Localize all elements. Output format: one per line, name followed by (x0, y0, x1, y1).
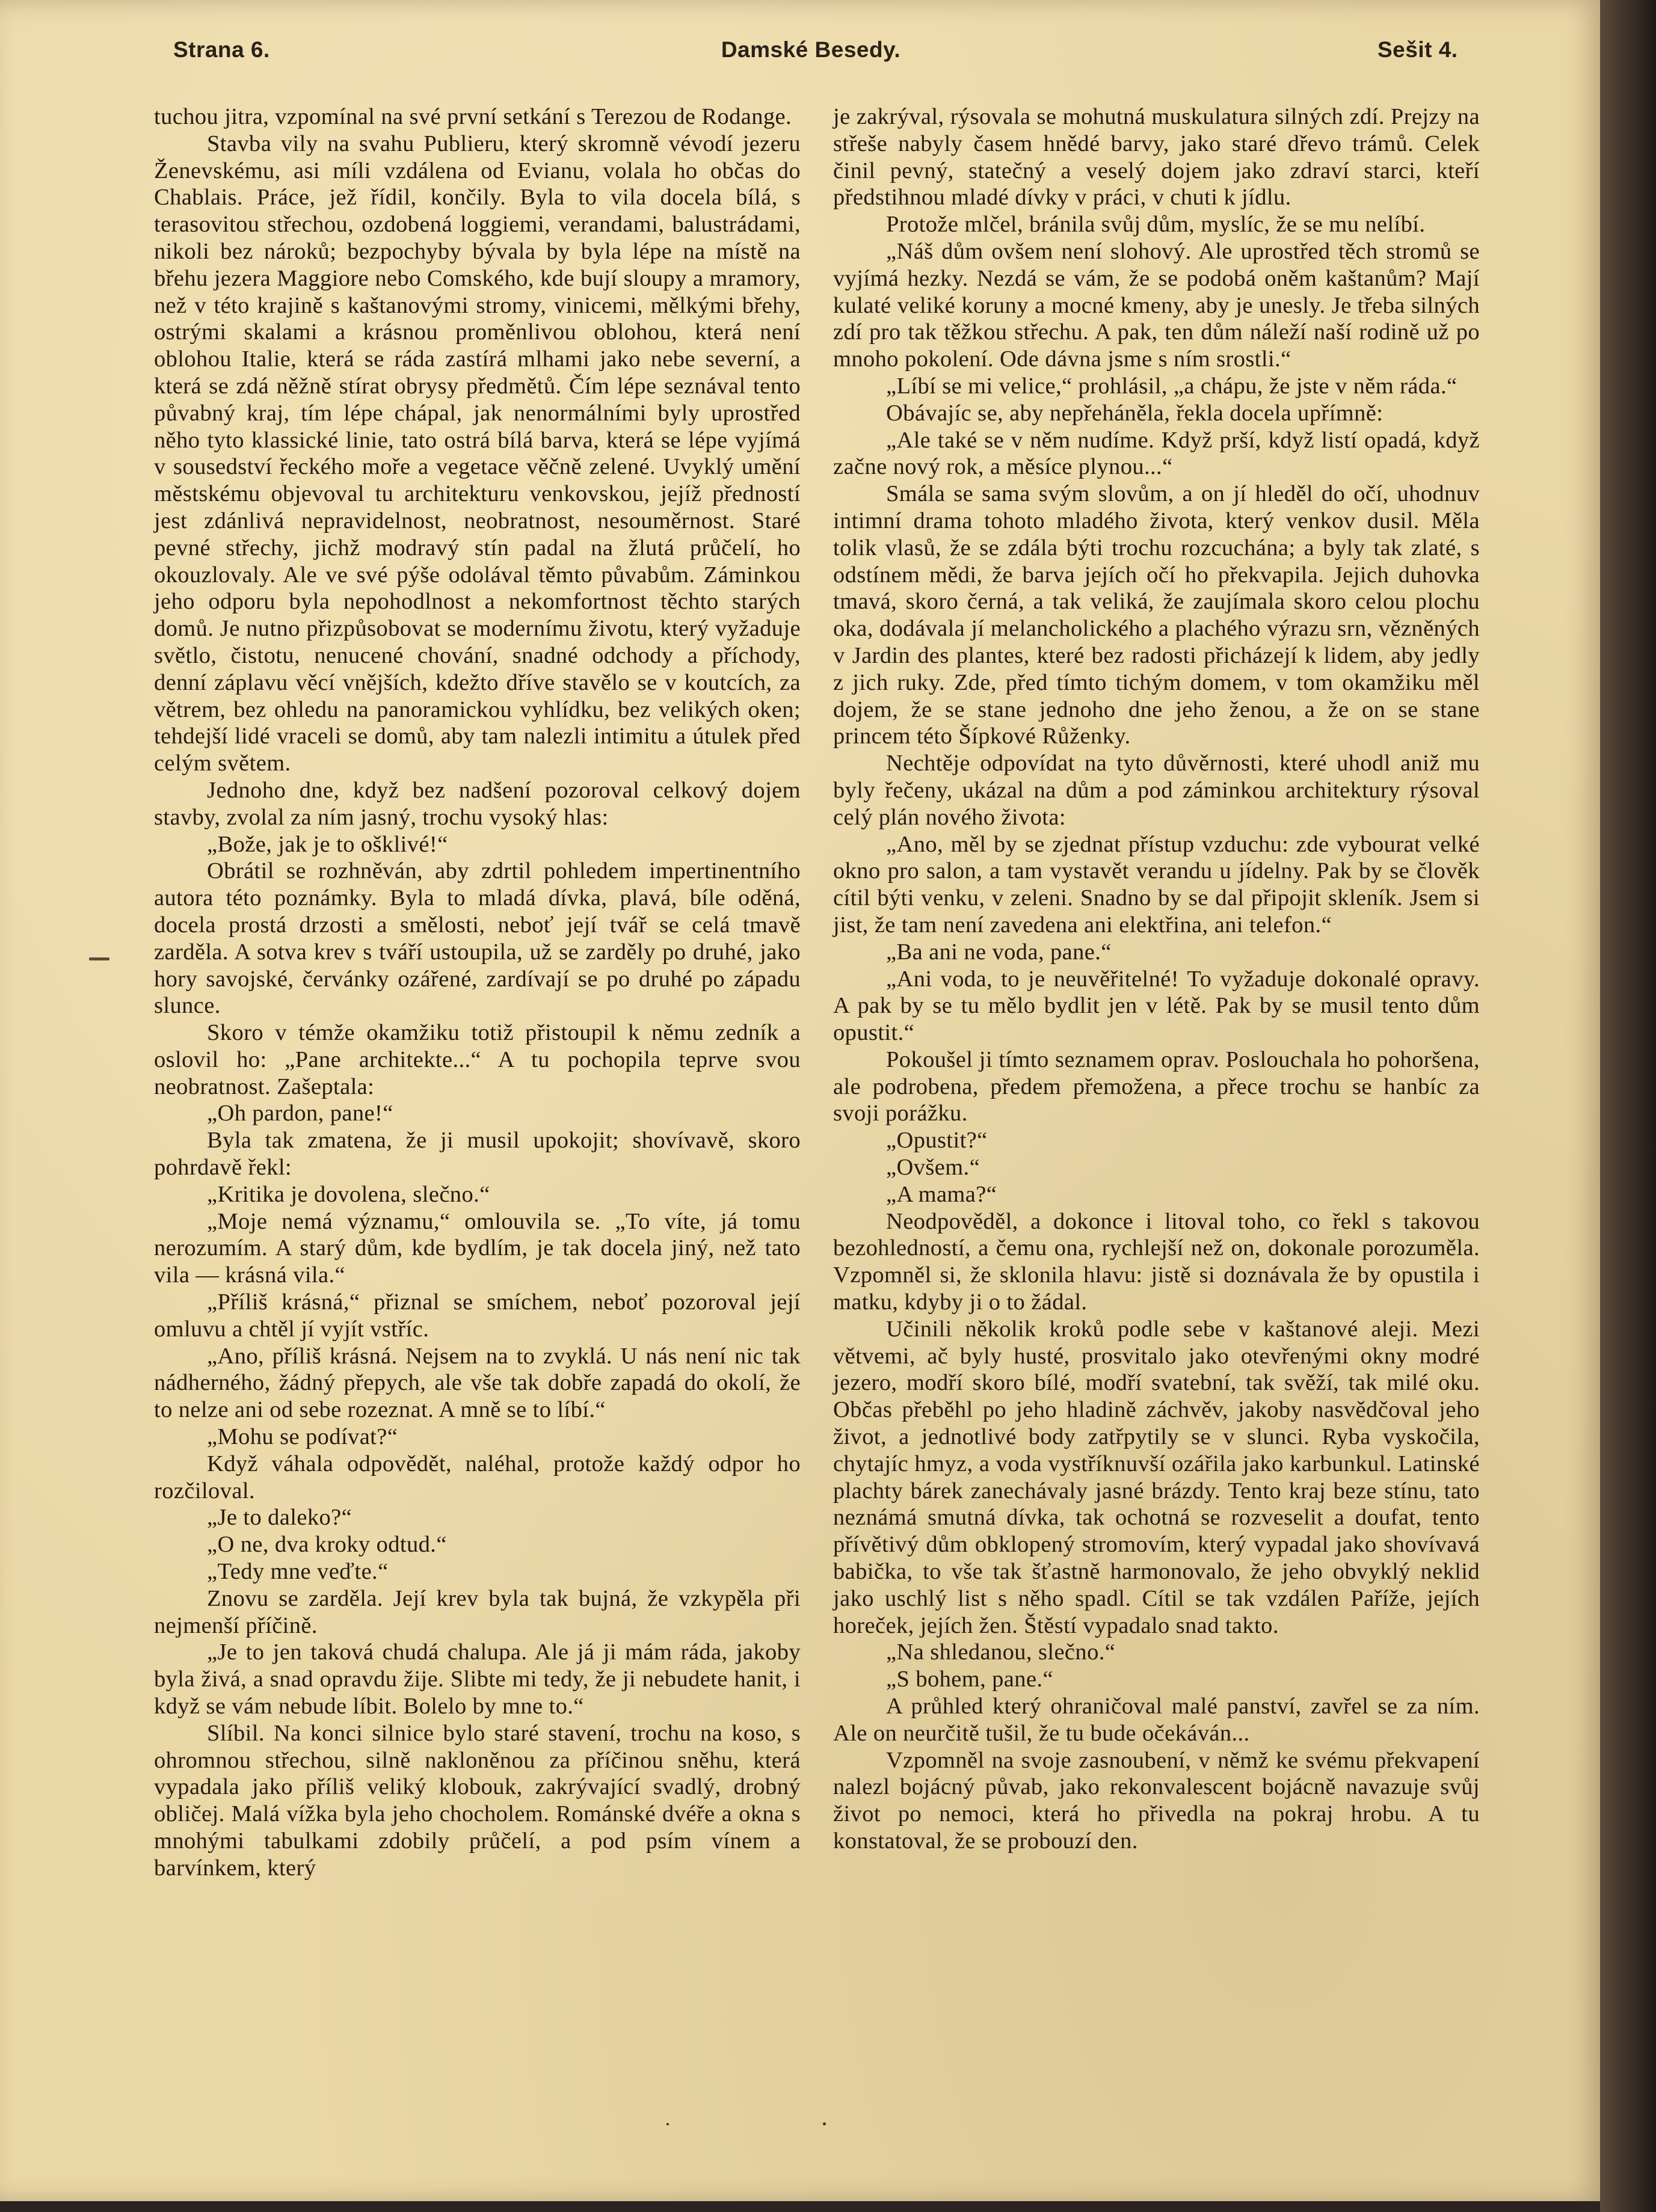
paragraph: „Ano, měl by se zjednat přístup vzduchu: zde vybourat velké okno pro salon, a tam vystavět verandu u jídelny. Pak by se člověk cítil býti venku, v zeleni. Snadno by se dal připojit skleník. Jsem si jist, že tam není zavedena ani elektřina, ani telefon.“ (833, 831, 1480, 938)
paragraph: „Je to daleko?“ (207, 1505, 352, 1531)
magazine-title-header: Damské Besedy. (721, 37, 901, 62)
paragraph: „Tedy mne veďte.“ (207, 1559, 389, 1585)
text-column-right (833, 103, 1480, 1855)
paragraph: Obávajíc se, aby nepřeháněla, řekla docela upřímně: (886, 400, 1384, 426)
paragraph: „Ovšem.“ (886, 1155, 980, 1181)
paragraph: „Bože, jak je to ošklivé!“ (207, 831, 448, 857)
paragraph: „Příliš krásná,“ přiznal se smíchem, neboť pozoroval její omluvu a chtěl jí vyjít vstříc. (154, 1289, 801, 1342)
paragraph: Učinili několik kroků podle sebe v kaštanové aleji. Mezi větvemi, ač byly husté, prosvitalo jako otevřenými okny modré jezero, modří skoro bílé, modří svatební, tak svěží, tak milé oku. Občas přeběhl po jeho hladině záchvěv, jakoby nasvědčoval jeho život, a jednotlivé body zatřpytily se v slunci. Ryba vyskočila, chytajíc hmyz, a voda vystříknuvší ozářila jako karbunkul. Latinské plachty bárek zanechávaly jasné brázdy. Tento kraj beze stínu, tato neznámá smutná dívka, tak ochotná se rozveselit a doufat, tento přívětivý dům obklopený stromovím, který vypadal jako shovívavá babička, to vše tak šťastně harmonovalo, že jeho obvyklý neklid jako uschlý list s něho spadl. Cítil se tak vzdálen Paříže, jejích horeček, jejích žen. Štěstí vypadalo snad takto. (833, 1316, 1480, 1638)
paragraph: „Oh pardon, pane!“ (207, 1101, 393, 1126)
paragraph: Skoro v témže okamžiku totiž přistoupil k němu zedník a oslovil ho: „Pane architekte...“ A tu pochopila teprve svou neobratnost. Zašeptala: (154, 1020, 801, 1099)
paragraph: Jednoho dne, když bez nadšení pozoroval celkový dojem stavby, zvolal za ním jasný, trochu vysoký hlas: (154, 777, 801, 830)
paragraph: „Líbí se mi velice,“ prohlásil, „a chápu, že jste v něm ráda.“ (886, 373, 1457, 399)
paragraph: Stavba vily na svahu Publieru, který skromně vévodí jezeru Ženevskému, asi míli vzdálena od Evianu, volala ho občas do Chablais. Práce, jež řídil, končily. Byla to vila docela bílá, s terasovitou střechou, ozdobená loggiemi, verandami, balustrádami, nikoli bez nároků; bezpochyby bývala by byla lépe na místě na břehu jezera Maggiore nebo Comského, kde bují sloupy a mramory, než v této krajině s kaštanovými stromy, vinicemi, mělkými břehy, ostrými skalami a krásnou proměnlivou oblohou, která není oblohou Italie, která se ráda zastírá mlhami jako nebe severní, a která se zdá něžně stírat obrysy předmětů. Čím lépe seznával tento půvabný kraj, tím lépe chápal, jak nenormálními byly uprostřed něho tyto klassické linie, tato ostrá bílá barva, která se lépe vyjímá v sousedství řeckého moře a vegetace věčně zelené. Uvyklý umění městskému objevoval tu architekturu venkovskou, jejíž předností jest zdánlivá nepravidelnost, neobratnost, nesouměrnost. Staré pevné střechy, jichž modravý stín padal na žlutá průčelí, ho okouzlovaly. Ale ve své pýše odolával těmto půvabům. Záminkou jeho odporu byla nepohodlnost a nekomfortnost těchto starých domů. Je nutno přizpůsobovat se modernímu životu, který vyžaduje světlo, čistotu, nenucené chování, snadné odchody a příchody, denní záplavu věcí vnějších, kdežto dříve stavělo se v koutcích, za větrem, bez ohledu na panoramickou vyhlídku, bez velikých oken; tehdejší lidé vraceli se domů, aby tam nalezli intimitu a útulek před celým světem. (154, 131, 801, 776)
paragraph: „Opustit?“ (886, 1128, 988, 1154)
paragraph: Vzpomněl na svoje zasnoubení, v němž ke svému překvapení nalezl bojácný půvab, jako rekonvalescent bojácně navazuje svůj život po nemoci, která ho přivedla na pokraj hrobu. A tu konstatoval, že se probouzí den. (833, 1747, 1480, 1854)
paragraph: Byla tak zmatena, že ji musil upokojit; shovívavě, skoro pohrdavě řekl: (154, 1128, 801, 1181)
paragraph: „Ano, příliš krásná. Nejsem na to zvyklá. U nás není nic tak nádherného, žádný přepych, ale vše tak dobře zapadá do okolí, že to nelze ani od sebe rozeznat. A mně se to líbí.“ (154, 1343, 801, 1423)
paragraph: Protože mlčel, bránila svůj dům, myslíc, že se mu nelíbí. (886, 212, 1426, 238)
paragraph: Znovu se zarděla. Její krev byla tak bujná, že vzkypěla při nejmenší příčině. (154, 1585, 801, 1638)
paragraph: Slíbil. Na konci silnice bylo staré stavení, trochu na koso, s ohromnou střechou, silně nakloněnou za příčinou sněhu, která vypadala jako příliš veliký klobouk, zakrývající svadlý, drobný obličej. Malá vížka byla jeho chocholem. Románské dvéře a okna s mnohými tabulkami zdobily průčelí, a pod psím vínem a barvínkem, který (154, 1720, 801, 1881)
paragraph: Pokoušel ji tímto seznamem oprav. Poslouchala ho pohoršena, ale podrobena, předem přemožena, a přece trochu se hanbíc za svoji porážku. (833, 1046, 1480, 1126)
page-number-header: Strana 6. (173, 37, 270, 62)
paragraph: „Na shledanou, slečno.“ (886, 1639, 1116, 1665)
paragraph: „O ne, dva kroky odtud.“ (207, 1532, 447, 1558)
issue-number-header: Sešit 4. (1377, 37, 1458, 62)
paragraph: „Kritika je dovolena, slečno.“ (207, 1181, 490, 1207)
paragraph: „Je to jen taková chudá chalupa. Ale já ji mám ráda, jakoby byla živá, a snad opravdu žije. Slibte mi tedy, že ji nebudete hanit, i když se vám nebude líbit. Bolelo by mne to.“ (154, 1639, 801, 1719)
text-column-left (154, 103, 801, 1882)
paragraph: „Ale také se v něm nudíme. Když prší, když listí opadá, když začne nový rok, a měsíce plynou...“ (833, 427, 1480, 480)
print-speck (666, 2123, 669, 2125)
paragraph: Neodpověděl, a dokonce i litoval toho, co řekl s takovou bezohledností, a čemu ona, rychlejší než on, dokonale porozuměla. Vzpomněl si, že sklonila hlavu: jistě si doznávala že by opustila i matku, kdyby ji o to žádal. (833, 1208, 1480, 1315)
paragraph: Obrátil se rozhněván, aby zdrtil pohledem impertinentního autora této poznámky. Byla to mladá dívka, plavá, bíle oděná, docela prostá drzosti a smělosti, neboť její tvář se celá tmavě zarděla. A sotva krev s tváří ustoupila, už se zarděly po druhé, jako hory savojské, červánky ozářené, zardívají se po druhé po západu slunce. (154, 858, 801, 1019)
paragraph: „Mohu se podívat?“ (207, 1424, 398, 1450)
paragraph: „Moje nemá významu,“ omlouvila se. „To víte, já tomu nerozumím. A starý dům, kde bydlím, je tak docela jiný, než tato vila — krásná vila.“ (154, 1208, 801, 1288)
paragraph: „Ani voda, to je neuvěřitelné! To vyžaduje dokonalé opravy. A pak by se tu mělo bydlit jen v létě. Pak by se musil tento dům opustit.“ (833, 966, 1480, 1046)
paragraph: „S bohem, pane.“ (886, 1667, 1053, 1692)
print-speck (823, 2122, 826, 2125)
paragraph: „Náš dům ovšem není slohový. Ale uprostřed těch stromů se vyjímá hezky. Nezdá se vám, že se podobá oněm kaštanům? Mají kulaté veliké koruny a mocné kmeny, aby je unesly. Je třeba silných zdí pro tak těžkou střechu. A pak, ten dům náleží naší rodině už po mnoho pokolení. Ode dávna jsme s ním srostli.“ (833, 238, 1480, 372)
paragraph: Nechtěje odpovídat na tyto důvěrnosti, které uhodl aniž mu byly řečeny, ukázal na dům a pod záminkou architektury rýsoval celý plán nového života: (833, 751, 1480, 830)
margin-mark (89, 957, 109, 960)
paragraph: tuchou jitra, vzpomínal na své první setkání s Terezou de Rodange. (154, 104, 792, 129)
paragraph: A průhled který ohraničoval malé panství, zavřel se za ním. Ale on neurčitě tušil, že tu bude očekáván... (833, 1694, 1480, 1746)
paragraph: je zakrýval, rýsovala se mohutná muskulatura silných zdí. Prejzy na střeše nabyly časem hnědé barvy, jako staré dřevo trámů. Celek činil pevný, statečný a veselý dojem jako zdraví starci, kteří předstihnou mladé dívky v práci, v chuti k jídlu. (833, 104, 1480, 210)
scan-right-border (1600, 0, 1656, 2212)
paragraph: „A mama?“ (886, 1181, 997, 1207)
paragraph: Smála se sama svým slovům, a on jí hleděl do očí, uhodnuv intimní drama tohoto mladého života, který venkov dusil. Měla tolik vlasů, že se zdála býti trochu rozcuchána; a byly tak zlaté, s odstínem mědi, že barva jejích očí ho překvapila. Jejich duhovka tmavá, skoro černá, a tak veliká, že zaujímala skoro celou plochu oka, dodávala jí melancholického a plachého výrazu srn, vězněných v Jardin des plantes, které bez radosti přicházejí k lidem, aby jedly z jich ruky. Zde, před tímto tichým domem, v tom okamžiku měl dojem, že se stane jednoho dne jeho ženou, a že on se stane princem této Šípkové Růženky. (833, 481, 1480, 749)
paragraph: Když váhala odpovědět, naléhal, protože každý odpor ho rozčiloval. (154, 1451, 801, 1504)
paragraph: „Ba ani ne voda, pane.“ (886, 939, 1112, 965)
